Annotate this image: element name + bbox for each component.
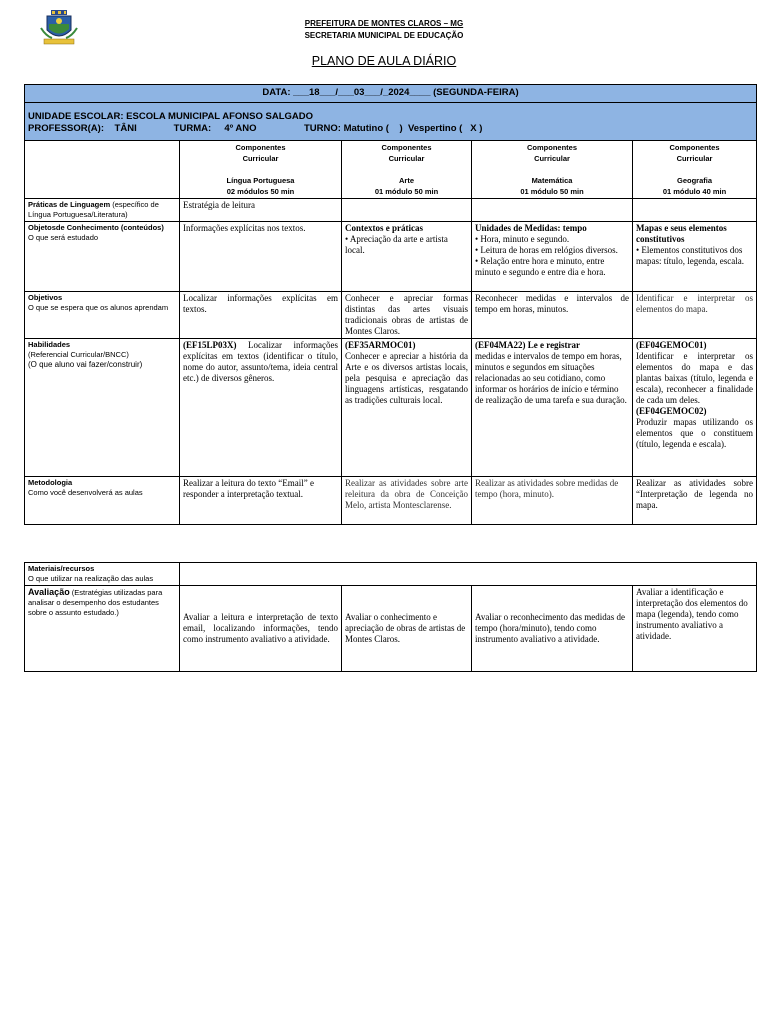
row-label-materiais: Materiais/recursos O que utilizar na realização das aulas [25, 563, 180, 586]
objetos-arte: Contextos e práticas • Apreciação da arte e artista local. [342, 222, 472, 292]
page-title: PLANO DE AULA DIÁRIO [311, 54, 457, 68]
column-header-lp: Componentes Curricular Língua Portuguesa 02 módulos 50 min [180, 141, 342, 199]
header-city-hall: PREFEITURA DE MONTES CLAROS – MG [304, 19, 464, 28]
metodologia-arte: Realizar as atividades sobre arte releitura da obra de Conceição Melo, artista Montesclarense. [342, 477, 472, 525]
header-secretariat: SECRETARIA MUNICIPAL DE EDUCAÇÃO [304, 31, 464, 40]
row-label-habilidades: Habilidades (Referencial Curricular/BNCC) (O que aluno vai fazer/construir) [25, 339, 180, 477]
avaliacao-matematica: Avaliar o reconhecimento das medidas de tempo (hora/minuto), tendo como instrumento avaliativo a atividade. [472, 586, 633, 672]
row-label-metodologia: Metodologia Como você desenvolverá as aulas [25, 477, 180, 525]
praticas-lp: Estratégia de leitura [180, 199, 342, 222]
row-label-objetivos: Objetivos O que se espera que os alunos aprendam [25, 292, 180, 339]
metodologia-lp: Realizar a leitura do texto “Email” e responder a interpretação textual. [180, 477, 342, 525]
objetivos-matematica: Reconhecer medidas e intervalos de tempo em horas, minutos. [472, 292, 633, 339]
column-header-matematica: Componentes Curricular Matemática 01 módulo 50 min [472, 141, 633, 199]
row-label-avaliacao: Avaliação (Estratégias utilizadas para analisar o desempenho dos estudantes sobre o assunto estudado.) [25, 586, 180, 672]
materiais-content [180, 563, 757, 586]
evaluation-table [24, 562, 757, 672]
metodologia-matematica: Realizar as atividades sobre medidas de tempo (hora, minuto). [472, 477, 633, 525]
avaliacao-lp: Avaliar a leitura e interpretação de texto email, localizando informações, tendo como instrumento avaliativo a atividade. [180, 586, 342, 672]
habilidades-matematica: (EF04MA22) Le e registrar medidas e intervalos de tempo em horas, minutos e segundos em situações relacionadas ao seu cotidiano, como informar os horários de início e término de realização de uma tarefa e sua duração. [472, 339, 633, 477]
empty-header-cell [25, 141, 180, 199]
school-name: UNIDADE ESCOLAR: ESCOLA MUNICIPAL AFONSO SALGADO [28, 111, 314, 122]
column-header-arte: Componentes Curricular Arte 01 módulo 50 min [342, 141, 472, 199]
objetos-lp: Informações explícitas nos textos. [180, 222, 342, 292]
objetivos-arte: Conhecer e apreciar formas distintas das artes visuais tradicionais obras de artistas de Montes Claros. [342, 292, 472, 339]
lesson-plan-table [24, 84, 757, 525]
objetivos-lp: Localizar informações explícitas em textos. [180, 292, 342, 339]
habilidades-geografia: (EF04GEMOC01) Identificar e interpretar os elementos do mapa e das plantas baixas (título, legenda e escala), reconhecer a finalidade de cada um deles. (EF04GEMOC02) Produzir mapas utilizando os elementos que o constituem (título, legenda e escala). [633, 339, 757, 477]
row-label-praticas: Práticas de Linguagem (específico de Língua Portuguesa/Literatura) [25, 199, 180, 222]
teacher-class-shift: PROFESSOR(A): TÂNI TURMA: 4º ANO TURNO: Matutino ( ) Vespertino ( X ) [28, 123, 483, 134]
metodologia-geografia: Realizar as atividades sobre “Interpretação de legenda no mapa. [633, 477, 757, 525]
school-info [25, 103, 757, 141]
municipal-coat-of-arms-icon [38, 10, 80, 46]
date-line: DATA: ___18___/___03___/_2024____ (SEGUNDA-FEIRA) [25, 85, 757, 103]
column-header-geografia: Componentes Curricular Geografia 01 módulo 40 min [633, 141, 757, 199]
objetos-matematica: Unidades de Medidas: tempo • Hora, minuto e segundo. • Leitura de horas em relógios diversos. • Relação entre hora e minuto, entre minuto e segundo e entre dia e hora. [472, 222, 633, 292]
habilidades-lp: (EF15LP03X) Localizar informações explícitas em textos (identificar o título, nome do autor, assunto/tema, ideia central etc.) de diversos gêneros. [180, 339, 342, 477]
row-label-objetos: Objetosde Conhecimento (conteúdos) O que será estudado [25, 222, 180, 292]
habilidades-arte: (EF35ARMOC01) Conhecer e apreciar a história da Arte e os diversos artistas locais, pela pesquisa e apreciação das linguagens artísticas, resgatando as tradições culturais local. [342, 339, 472, 477]
avaliacao-geografia: Avaliar a identificação e interpretação dos elementos do mapa (legenda), tendo como instrumento avaliativo a atividade. [633, 586, 757, 672]
objetos-geografia: Mapas e seus elementos constitutivos • Elementos constitutivos dos mapas: título, legenda, escala. [633, 222, 757, 292]
objetivos-geografia: Identificar e interpretar os elementos do mapa. [633, 292, 757, 339]
avaliacao-arte: Avaliar o conhecimento e apreciação de obras de artistas de Montes Claros. [342, 586, 472, 672]
